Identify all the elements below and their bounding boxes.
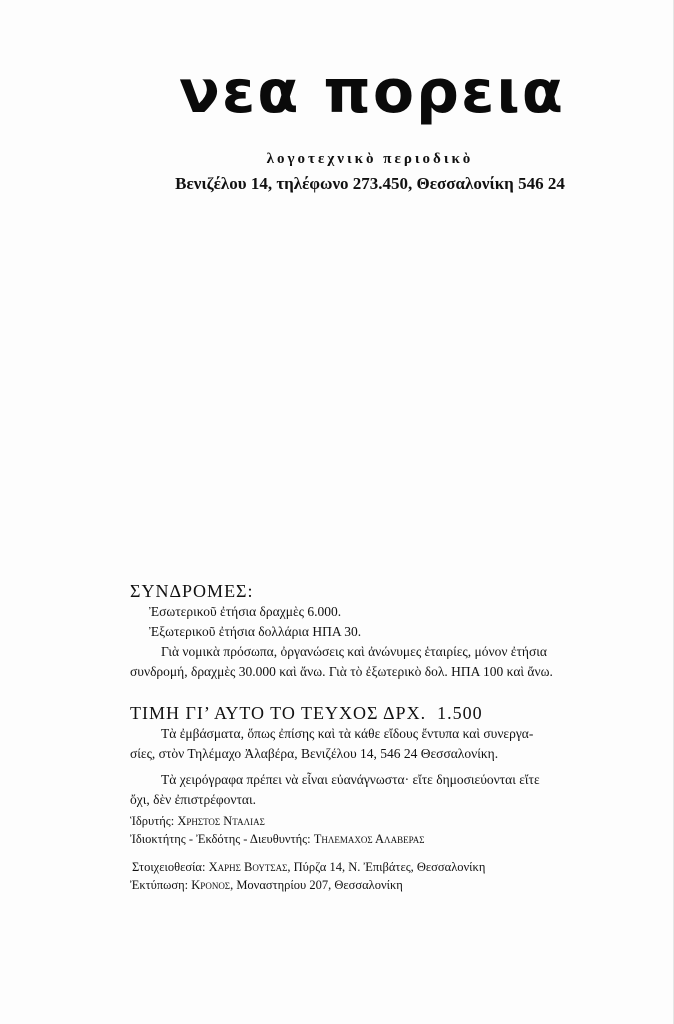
founder-name: Χρηστος Νταλιας bbox=[177, 814, 265, 828]
subscriptions-legal-line1: Γιὰ νομικὰ πρόσωπα, ὀργανώσεις καὶ ἀνώνυμες ἑταιρίες, μόνον ἐτήσια bbox=[161, 644, 547, 659]
credit-founder bbox=[130, 812, 610, 830]
owner-label: Ἰδιοκτήτης - Ἐκδότης - Διευθυντής: bbox=[130, 832, 314, 846]
founder-label: Ἱδρυτής: bbox=[130, 814, 178, 828]
price-heading: ΤΙΜΗ ΓΙ’ ΑΥΤΟ ΤΟ ΤΕΥΧΟΣ ΔΡΧ. 1.500 bbox=[130, 703, 483, 723]
manuscripts-line1: Τὰ χειρόγραφα πρέπει νὰ εἶναι εὐανάγνωστα· εἴτε δημοσιεύονται εἴτε bbox=[161, 772, 540, 787]
manuscripts-line2: ὄχι, δὲν ἐπιστρέφονται. bbox=[130, 792, 257, 807]
credit-owner bbox=[130, 830, 610, 848]
subscriptions-heading: ΣΥΝΔΡΟΜΕΣ: bbox=[130, 581, 254, 601]
masthead-subtitle: λογοτεχνικὸ περιοδικὸ bbox=[266, 151, 474, 167]
printing-rest: , Μοναστηρίου 207, Θεσσαλονίκη bbox=[230, 878, 403, 892]
subscriptions-legal-line2: συνδρομή, δραχμὲς 30.000 καὶ ἄνω. Γιὰ τὸ ἐξωτερικὸ δολ. ΗΠΑ 100 καὶ ἄνω. bbox=[130, 664, 553, 679]
remittance-line2: σίες, στὸν Τηλέμαχο Ἀλαβέρα, Βενιζέλου 14, 546 24 Θεσσαλονίκη. bbox=[130, 746, 499, 761]
credit-typesetting bbox=[130, 858, 610, 876]
typesetting-name: Χαρης Βουτσας bbox=[208, 860, 288, 874]
subscriptions-foreign: Ἐξωτερικοῦ ἐτήσια δολλάρια ΗΠΑ 30. bbox=[149, 624, 362, 639]
masthead-address: Βενιζέλου 14, τηλέφωνο 273.450, Θεσσαλονίκη 546 24 bbox=[175, 174, 565, 193]
price-section bbox=[130, 702, 610, 810]
credits-section bbox=[130, 812, 610, 894]
masthead-title: νεα πορεια bbox=[178, 57, 565, 127]
subscriptions-domestic: Ἐσωτερικοῦ ἐτήσια δραχμὲς 6.000. bbox=[149, 604, 342, 619]
typesetting-rest: , Πύρζα 14, Ν. Ἐπιβάτες, Θεσσαλονίκη bbox=[287, 860, 486, 874]
printing-label: Ἐκτύπωση: bbox=[130, 878, 192, 892]
subscriptions-section bbox=[130, 580, 610, 682]
owner-name: Τηλεμαχος Αλαβερας bbox=[313, 832, 425, 846]
remittance-line1: Τὰ ἐμβάσματα, ὅπως ἐπίσης καὶ τὰ κάθε εἴδους ἔντυπα καὶ συνεργα- bbox=[161, 726, 534, 741]
credit-printing bbox=[130, 876, 610, 894]
typesetting-label: Στοιχειοθεσία: bbox=[132, 860, 209, 874]
printing-name: Κρονος bbox=[191, 878, 231, 892]
